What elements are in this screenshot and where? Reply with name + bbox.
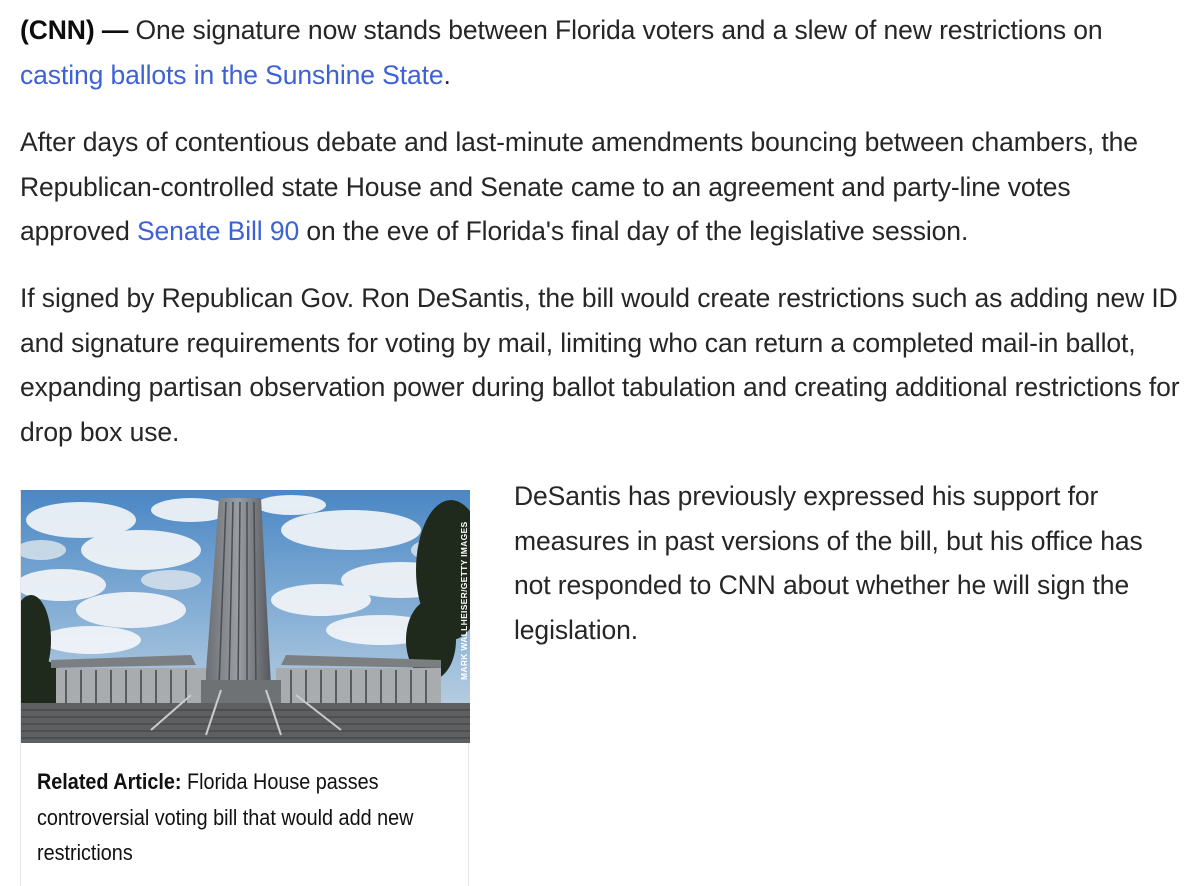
- paragraph-1: [20, 8, 1170, 97]
- paragraph-1-end: .: [443, 59, 451, 90]
- paragraph-2-end: on the eve of Florida's final day of the legislative session.: [299, 216, 969, 246]
- related-article-label: Related Article:: [37, 769, 182, 794]
- related-article-title[interactable]: Florida House passes controversial voting bill that would add new restrictions: [37, 769, 414, 865]
- paragraph-1-text: One signature now stands between Florida voters and a slew of new restrictions on: [135, 15, 1103, 45]
- link-casting-ballots[interactable]: casting ballots in the Sunshine State: [20, 59, 444, 90]
- link-senate-bill-90[interactable]: Senate Bill 90: [136, 216, 300, 246]
- related-article-card[interactable]: [20, 490, 469, 886]
- em-dash: —: [94, 15, 136, 45]
- related-article-caption[interactable]: [37, 764, 433, 871]
- paragraph-4: DeSantis has previously expressed his support for measures in past versions of the bill, but his office has not responded to CNN about whether he will sign the legislation.: [514, 481, 1143, 645]
- photo-credit: MARK WALLHEISER/GETTY IMAGES: [459, 521, 469, 680]
- paragraph-2: [20, 120, 1180, 254]
- related-article-photo[interactable]: [21, 490, 470, 743]
- paragraph-3: If signed by Republican Gov. Ron DeSantis, the bill would create restrictions such as adding new ID and signature requirements for voting by mail, limiting who can return a completed mail-in ballot, expanding partisan observation power during ballot tabulation and creating additional restrictions for drop box use.: [20, 283, 1180, 447]
- paragraph-2-text: After days of contentious debate and last-minute amendments bouncing between chambers, the Republican-controlled state House and Senate came to an agreement and party-line votes approved: [20, 127, 1138, 246]
- source-tag: (CNN): [20, 15, 95, 45]
